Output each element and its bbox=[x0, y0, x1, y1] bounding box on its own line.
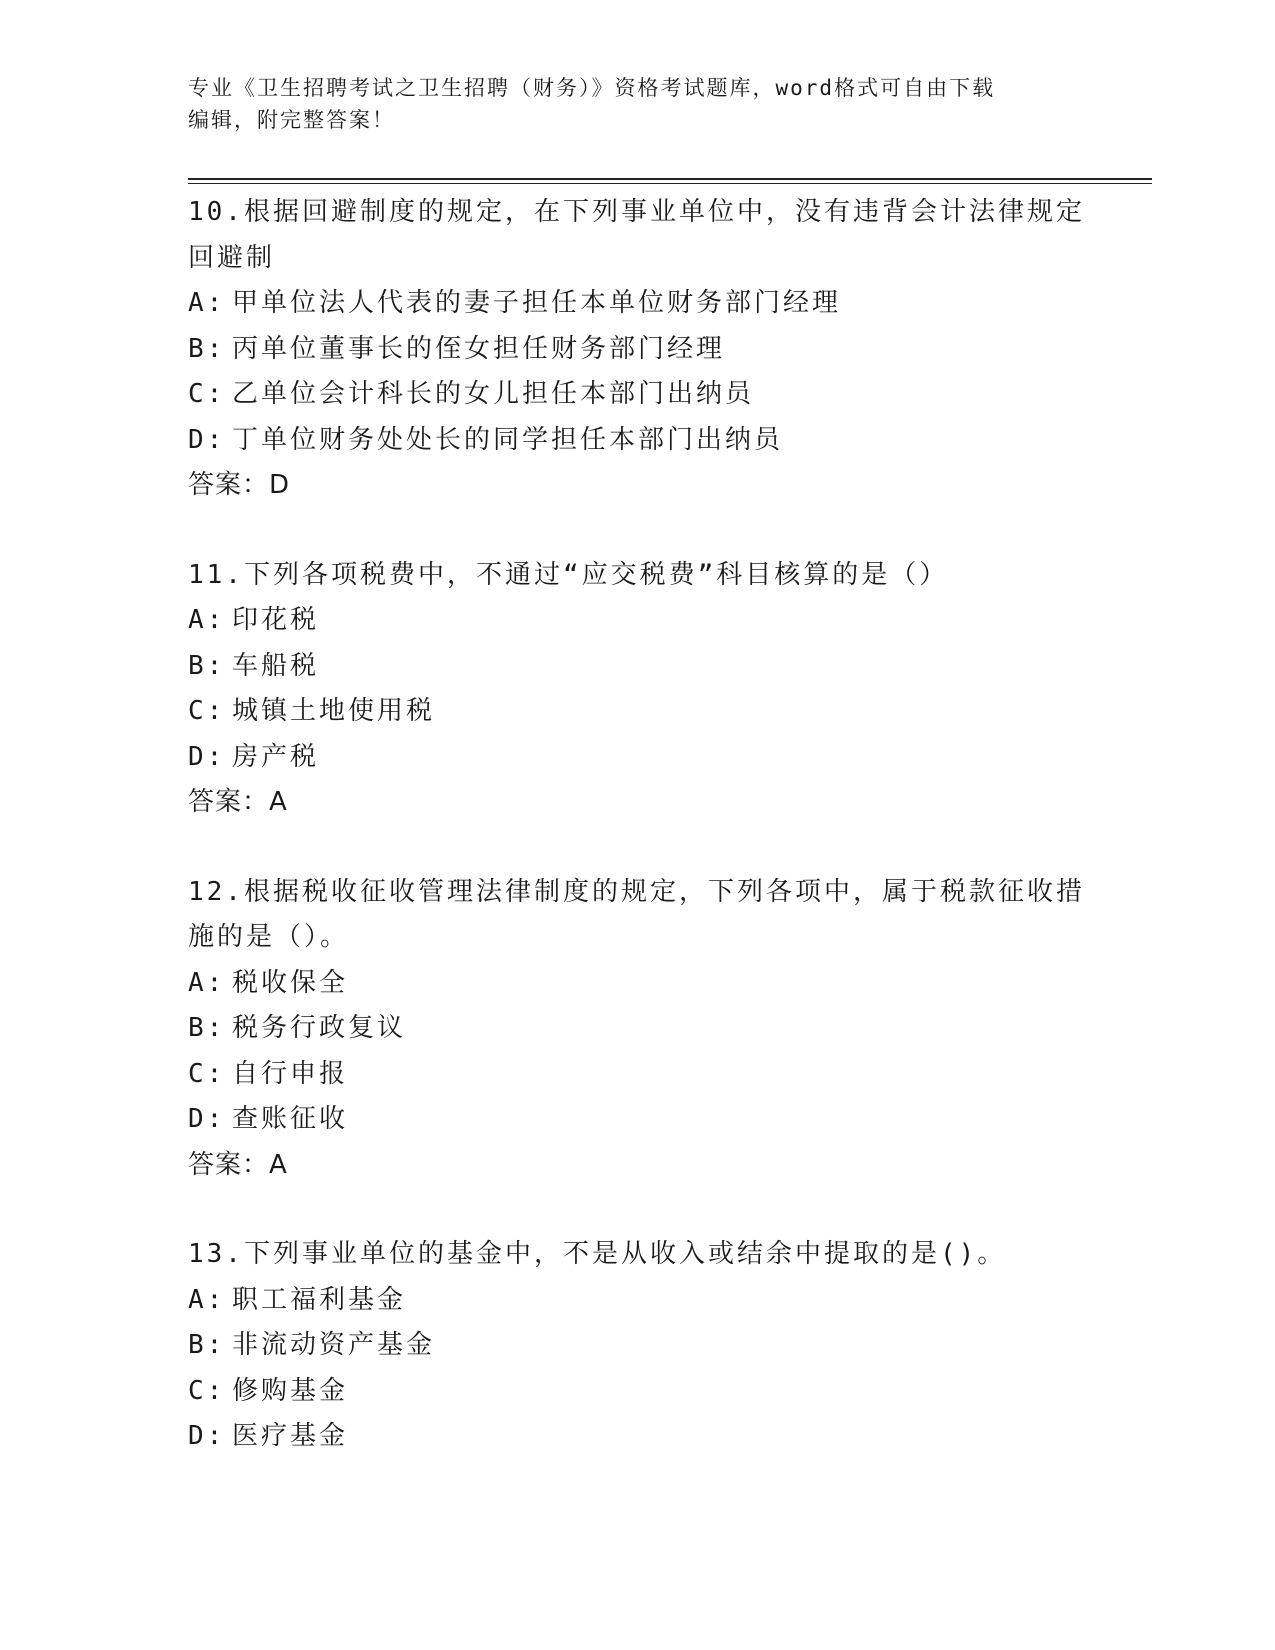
option-text: 车船税 bbox=[232, 650, 320, 681]
question-11 bbox=[188, 553, 1088, 826]
answer: 答案：A bbox=[188, 1149, 288, 1180]
option-key: D: bbox=[188, 1104, 226, 1134]
question-stem: 11.下列各项税费中，不通过“应交税费”科目核算的是（） bbox=[188, 559, 949, 590]
option-key: D: bbox=[188, 741, 226, 772]
option-b bbox=[188, 1006, 1088, 1052]
option-key: B: bbox=[188, 650, 226, 681]
option-a bbox=[188, 281, 1088, 327]
option-text: 查账征收 bbox=[232, 1104, 349, 1134]
option-text: 修购基金 bbox=[232, 1375, 349, 1406]
option-a bbox=[188, 598, 1088, 644]
option-text: 印花税 bbox=[232, 605, 320, 635]
option-text: 城镇土地使用税 bbox=[232, 696, 436, 726]
option-key: B: bbox=[188, 333, 226, 364]
option-b bbox=[188, 327, 1088, 373]
question-13 bbox=[188, 1232, 1088, 1460]
option-key: A: bbox=[188, 605, 226, 635]
option-b bbox=[188, 1323, 1088, 1369]
option-d bbox=[188, 1097, 1088, 1143]
option-text: 税务行政复议 bbox=[232, 1013, 407, 1043]
option-key: C: bbox=[188, 696, 226, 726]
option-text: 自行申报 bbox=[232, 1058, 349, 1089]
option-key: B: bbox=[188, 1013, 226, 1043]
option-key: A: bbox=[188, 288, 226, 318]
option-c bbox=[188, 689, 1088, 735]
option-text: 医疗基金 bbox=[232, 1421, 349, 1451]
answer: 答案：D bbox=[188, 470, 291, 500]
question-stem: 12.根据税收征收管理法律制度的规定，下列各项中，属于税款征收措 bbox=[188, 876, 1085, 907]
question-stem: 回避制 bbox=[188, 242, 276, 273]
question-stem: 10.根据回避制度的规定，在下列事业单位中，没有违背会计法律规定 bbox=[188, 197, 1085, 227]
option-d bbox=[188, 418, 1088, 464]
option-text: 非流动资产基金 bbox=[232, 1330, 436, 1360]
option-d bbox=[188, 735, 1088, 781]
option-key: D: bbox=[188, 424, 226, 455]
header-line-2: 编辑，附完整答案！ bbox=[188, 108, 395, 132]
question-stem: 施的是（）。 bbox=[188, 922, 350, 952]
question-list bbox=[188, 190, 1088, 1504]
option-b bbox=[188, 644, 1088, 690]
header-divider-thin bbox=[188, 183, 1152, 184]
option-key: B: bbox=[188, 1330, 226, 1360]
question-10 bbox=[188, 190, 1088, 509]
option-key: A: bbox=[188, 967, 226, 998]
option-key: C: bbox=[188, 1375, 226, 1406]
option-text: 职工福利基金 bbox=[232, 1284, 407, 1315]
document-header bbox=[188, 72, 1088, 136]
option-key: C: bbox=[188, 1058, 226, 1089]
option-text: 甲单位法人代表的妻子担任本单位财务部门经理 bbox=[232, 288, 842, 318]
option-text: 乙单位会计科长的女儿担任本部门出纳员 bbox=[232, 379, 755, 409]
option-key: D: bbox=[188, 1421, 226, 1451]
option-d bbox=[188, 1414, 1088, 1460]
option-a bbox=[188, 961, 1088, 1007]
option-c bbox=[188, 1052, 1088, 1098]
header-line-1: 专业《卫生招聘考试之卫生招聘（财务）》资格考试题库，word格式可自由下载 bbox=[188, 76, 996, 100]
answer: 答案：A bbox=[188, 787, 288, 817]
option-c bbox=[188, 1369, 1088, 1415]
option-key: C: bbox=[188, 379, 226, 409]
option-a bbox=[188, 1278, 1088, 1324]
option-text: 丙单位董事长的侄女担任财务部门经理 bbox=[232, 333, 726, 364]
header-divider-thick bbox=[188, 178, 1152, 180]
question-12 bbox=[188, 870, 1088, 1189]
option-key: A: bbox=[188, 1284, 226, 1315]
question-stem: 13.下列事业单位的基金中，不是从收入或结余中提取的是()。 bbox=[188, 1239, 1007, 1269]
option-text: 税收保全 bbox=[232, 967, 349, 998]
option-c bbox=[188, 372, 1088, 418]
option-text: 丁单位财务处处长的同学担任本部门出纳员 bbox=[232, 424, 784, 455]
option-text: 房产税 bbox=[232, 741, 320, 772]
